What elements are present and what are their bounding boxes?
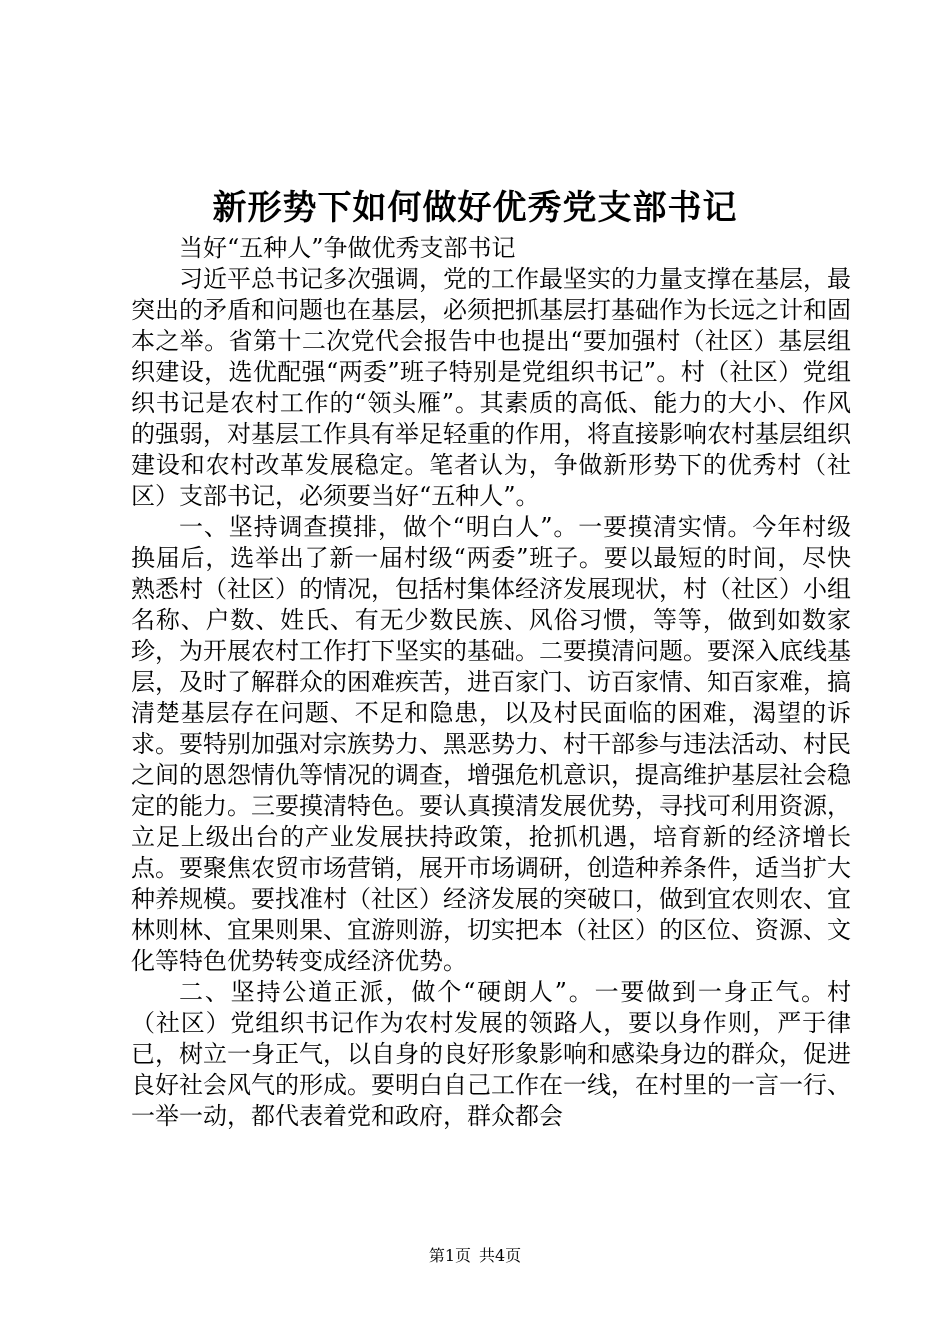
document-title: 新形势下如何做好优秀党支部书记 <box>212 188 738 228</box>
page-number: 第1页 <box>428 1246 471 1265</box>
section-one-paragraph: 一、坚持调查摸排，做个“明白人”。一要摸清实情。今年村级换届后，选举出了新一届村级“两委”班子。要以最短的时间，尽快熟悉村（社区）的情况，包括村集体经济发展现状，村（社区）小组名称、户数、姓氏、有无少数民族、风俗习惯，等等，做到如数家珍，为开展农村工作打下坚实的基础。二要摸清问题。要深入底线基层，及时了解群众的困难疾苦，进百家门、访百家情、知百家难，搞清楚基层存在问题、不足和隐患，以及村民面临的困难，渴望的诉求。要特别加强对宗族势力、黑恶势力、村干部参与违法活动、村民之间的恩怨情仇等情况的调查，增强危机意识，提高维护基层社会稳定的能力。三要摸清特色。要认真摸清发展优势，寻找可利用资源，立足上级出台的产业发展扶持政策，抢抓机遇，培育新的经济增长点。要聚焦农贸市场营销，展开市场调研，创造种养条件，适当扩大种养规模。要找准村（社区）经济发展的突破口，做到宜农则农、宜林则林、宜果则果、宜游则游，切实把本（社区）的区位、资源、文化等特色优势转变成经济优势。 <box>131 513 851 975</box>
page-footer <box>0 1245 950 1267</box>
document-body <box>131 233 851 1132</box>
subtitle-paragraph: 当好“五种人”争做优秀支部书记 <box>179 234 516 262</box>
page-total: 共4页 <box>479 1246 522 1265</box>
intro-paragraph: 习近平总书记多次强调，党的工作最坚实的力量支撑在基层，最突出的矛盾和问题也在基层，必须把抓基层打基础作为长远之计和固本之举。省第十二次党代会报告中也提出“要加强村（社区）基层组织建设，选优配强“两委”班子特别是党组织书记”。村（社区）党组织书记是农村工作的“领头雁”。其素质的高低、能力的大小、作风的强弱，对基层工作具有举足轻重的作用，将直接影响农村基层组织建设和农村改革发展稳定。笔者认为，争做新形势下的优秀村（社区）支部书记，必须要当好“五种人”。 <box>131 265 851 510</box>
section-two-paragraph: 二、坚持公道正派，做个“硬朗人”。一要做到一身正气。村（社区）党组织书记作为农村发展的领路人，要以身作则，严于律已，树立一身正气，以自身的良好形象影响和感染身边的群众，促进良好社会风气的形成。要明白自己工作在一线，在村里的一言一行、一举一动，都代表着党和政府，群众都会 <box>131 978 851 1130</box>
